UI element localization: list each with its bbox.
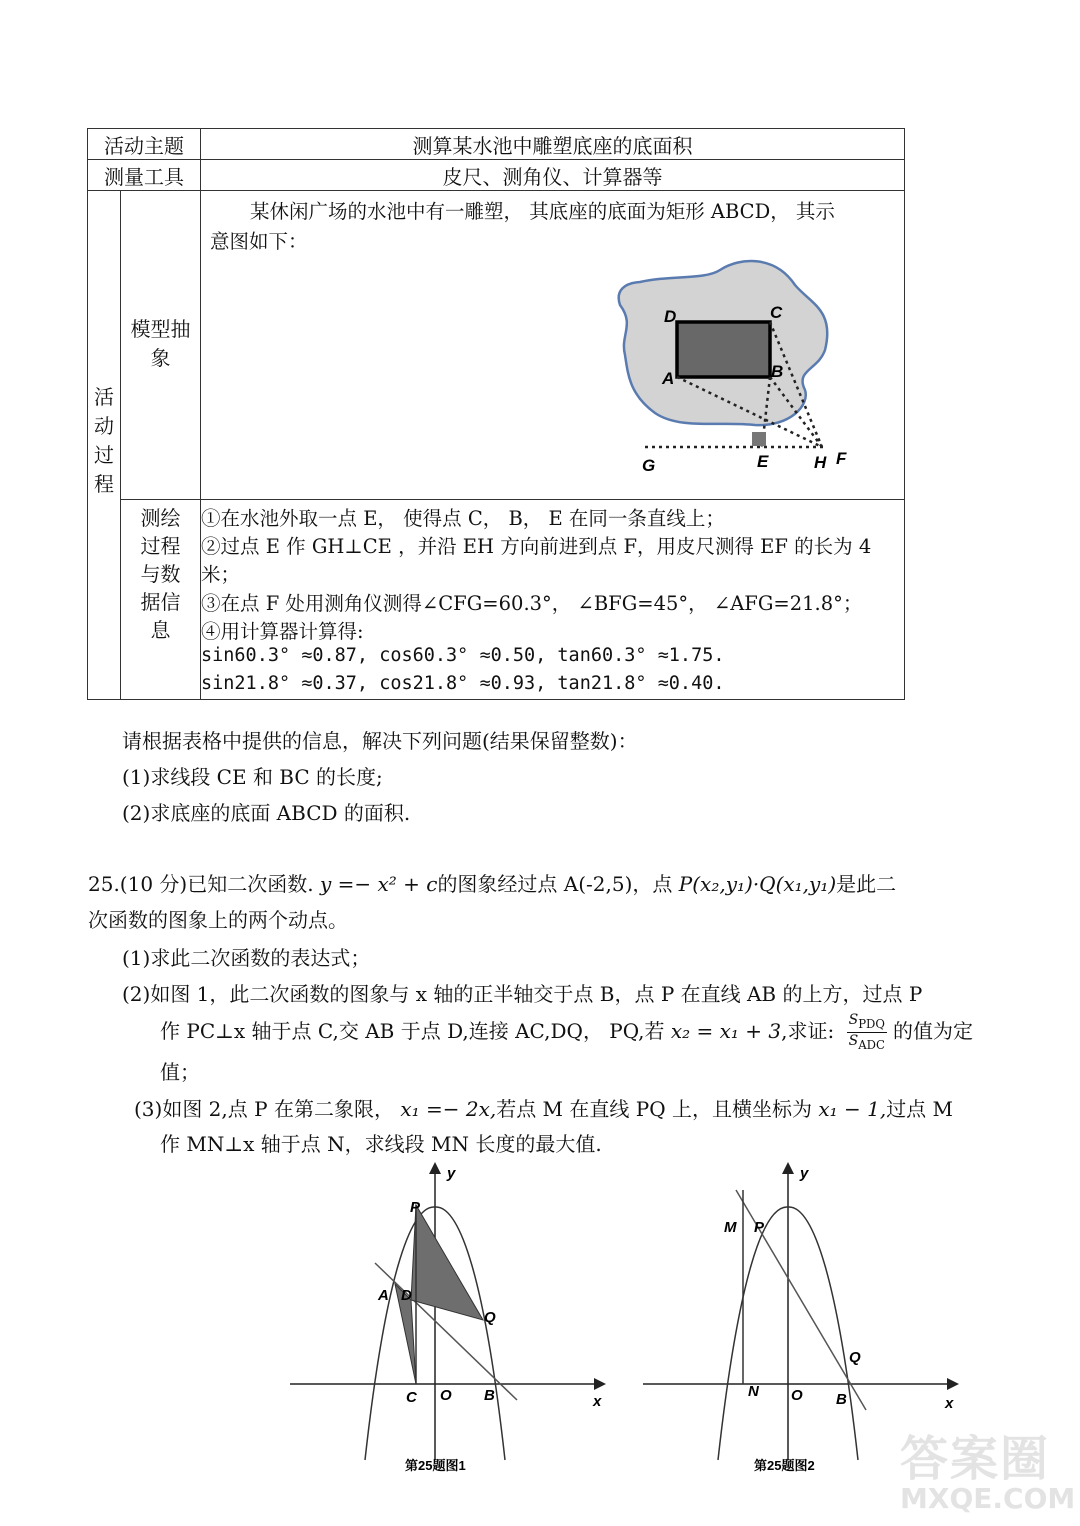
g2-label-B: B <box>836 1391 847 1408</box>
watermark-logo: 答案圈 <box>900 1431 1051 1487</box>
g2-label-y: y <box>800 1165 809 1182</box>
survey-line-7: sin21.8° ≈0.37, cos21.8° ≈0.93, tan21.8° ≈0.40. <box>201 673 725 694</box>
survey-line-4: ③在点 F 处用测角仪测得∠CFG=60.3°， ∠BFG=45°， ∠AFG=21.8°； <box>201 592 863 615</box>
model-label: 模型抽 象 <box>121 191 201 500</box>
survey-line-1: ①在水池外取一点 E， 使得点 C， B， E 在同一条直线上； <box>201 507 725 530</box>
g1-label-C: C <box>406 1389 417 1406</box>
q25-part3-a: (3)如图 2,点 P 在第二象限， x₁ =− 2x,若点 M 在直线 PQ 上，且横坐标为 x₁ − 1,过点 M <box>134 1097 954 1121</box>
survey-line-6: sin60.3° ≈0.87, cos60.3° ≈0.50, tan60.3° ≈1.75. <box>201 645 725 666</box>
survey-line-3: 米； <box>201 563 241 586</box>
g1-label-D: D <box>401 1287 412 1304</box>
survey-line-2: ②过点 E 作 GH⊥CE ，并沿 EH 方向前进到点 F，用皮尺测得 EF 的长为 4 <box>201 535 872 558</box>
label-B: B <box>771 362 784 381</box>
label-C: C <box>770 303 783 322</box>
label-A: A <box>662 369 675 388</box>
pool-diagram <box>600 255 860 480</box>
survey-label: 测绘 过程 与数 据信 息 <box>121 500 201 700</box>
g1-label-B: B <box>484 1387 495 1404</box>
q25-line1: 25.(10 分)已知二次函数. y =− x² + c的图象经过点 A(-2,5)，点 P(x₂,y₁)·Q(x₁,y₁)是此二 <box>88 872 897 896</box>
theme-label: 活动主题 <box>88 129 201 160</box>
g1-label-Q: Q <box>484 1309 496 1326</box>
model-text-1: 某休闲广场的水池中有一雕塑， 其底座的底面为矩形 ABCD， 其示 <box>250 200 835 223</box>
tools-value: 皮尺、测角仪、计算器等 <box>201 160 905 191</box>
q25-part1: (1)求此二次函数的表达式； <box>122 946 371 970</box>
base-rect <box>677 322 770 377</box>
g2-label-N: N <box>748 1383 759 1400</box>
q24-part2: (2)求底座的底面 ABCD 的面积. <box>122 801 411 825</box>
label-E: E <box>757 452 769 471</box>
g1-label-A: A <box>378 1287 389 1304</box>
q25-part2-e: 值； <box>160 1060 200 1084</box>
q25-line2: 次函数的图象上的两个动点。 <box>88 908 348 932</box>
g2-label-x: x <box>945 1395 954 1412</box>
theme-value: 测算某水池中雕塑底座的底面积 <box>201 129 905 160</box>
g1-caption: 第25题图1 <box>405 1458 466 1473</box>
survey-line-5: ④用计算器计算得: <box>201 620 364 643</box>
g2-caption: 第25题图2 <box>754 1458 815 1473</box>
g2-label-Q: Q <box>849 1349 861 1366</box>
q25-part3-d: 作 MN⊥x 轴于点 N，求线段 MN 长度的最大值. <box>160 1132 602 1156</box>
tools-label: 测量工具 <box>88 160 201 191</box>
g1-label-O: O <box>440 1387 452 1404</box>
label-G: G <box>642 456 656 475</box>
graph-1 <box>285 1160 615 1485</box>
q24-part1: (1)求线段 CE 和 BC 的长度; <box>122 765 383 789</box>
label-D: D <box>664 307 677 326</box>
g2-label-P: P <box>754 1219 765 1236</box>
process-label: 活 动 过 程 <box>88 191 121 700</box>
q25-part2-a: (2)如图 1，此二次函数的图象与 x 轴的正半轴交于点 B，点 P 在直线 AB 的上方，过点 P <box>122 982 923 1006</box>
right-angle-mark <box>752 432 766 446</box>
label-H: H <box>814 453 827 472</box>
label-F: F <box>836 449 847 468</box>
q25-part2-b: 作 PC⊥x 轴于点 C,交 AB 于点 D,连接 AC,DQ， PQ,若 x₂ = x₁ + 3,求证: $S_{PDQ}$ $S_{ADC}$ 的值为定 <box>160 1012 973 1052</box>
model-text-2: 意图如下： <box>210 230 308 253</box>
g1-label-P: P <box>410 1199 421 1216</box>
ratio-fraction: $S_{PDQ}$ $S_{ADC}$ <box>848 1012 885 1052</box>
g2-label-M: M <box>724 1219 737 1236</box>
g2-label-O: O <box>791 1387 803 1404</box>
triangle-PDQ <box>411 1205 483 1320</box>
watermark-url: MXQE.COM <box>900 1482 1076 1515</box>
q24-intro: 请根据表格中提供的信息，解决下列问题(结果保留整数)： <box>122 729 638 753</box>
g1-label-x: x <box>593 1393 602 1410</box>
g1-label-y: y <box>447 1165 456 1182</box>
